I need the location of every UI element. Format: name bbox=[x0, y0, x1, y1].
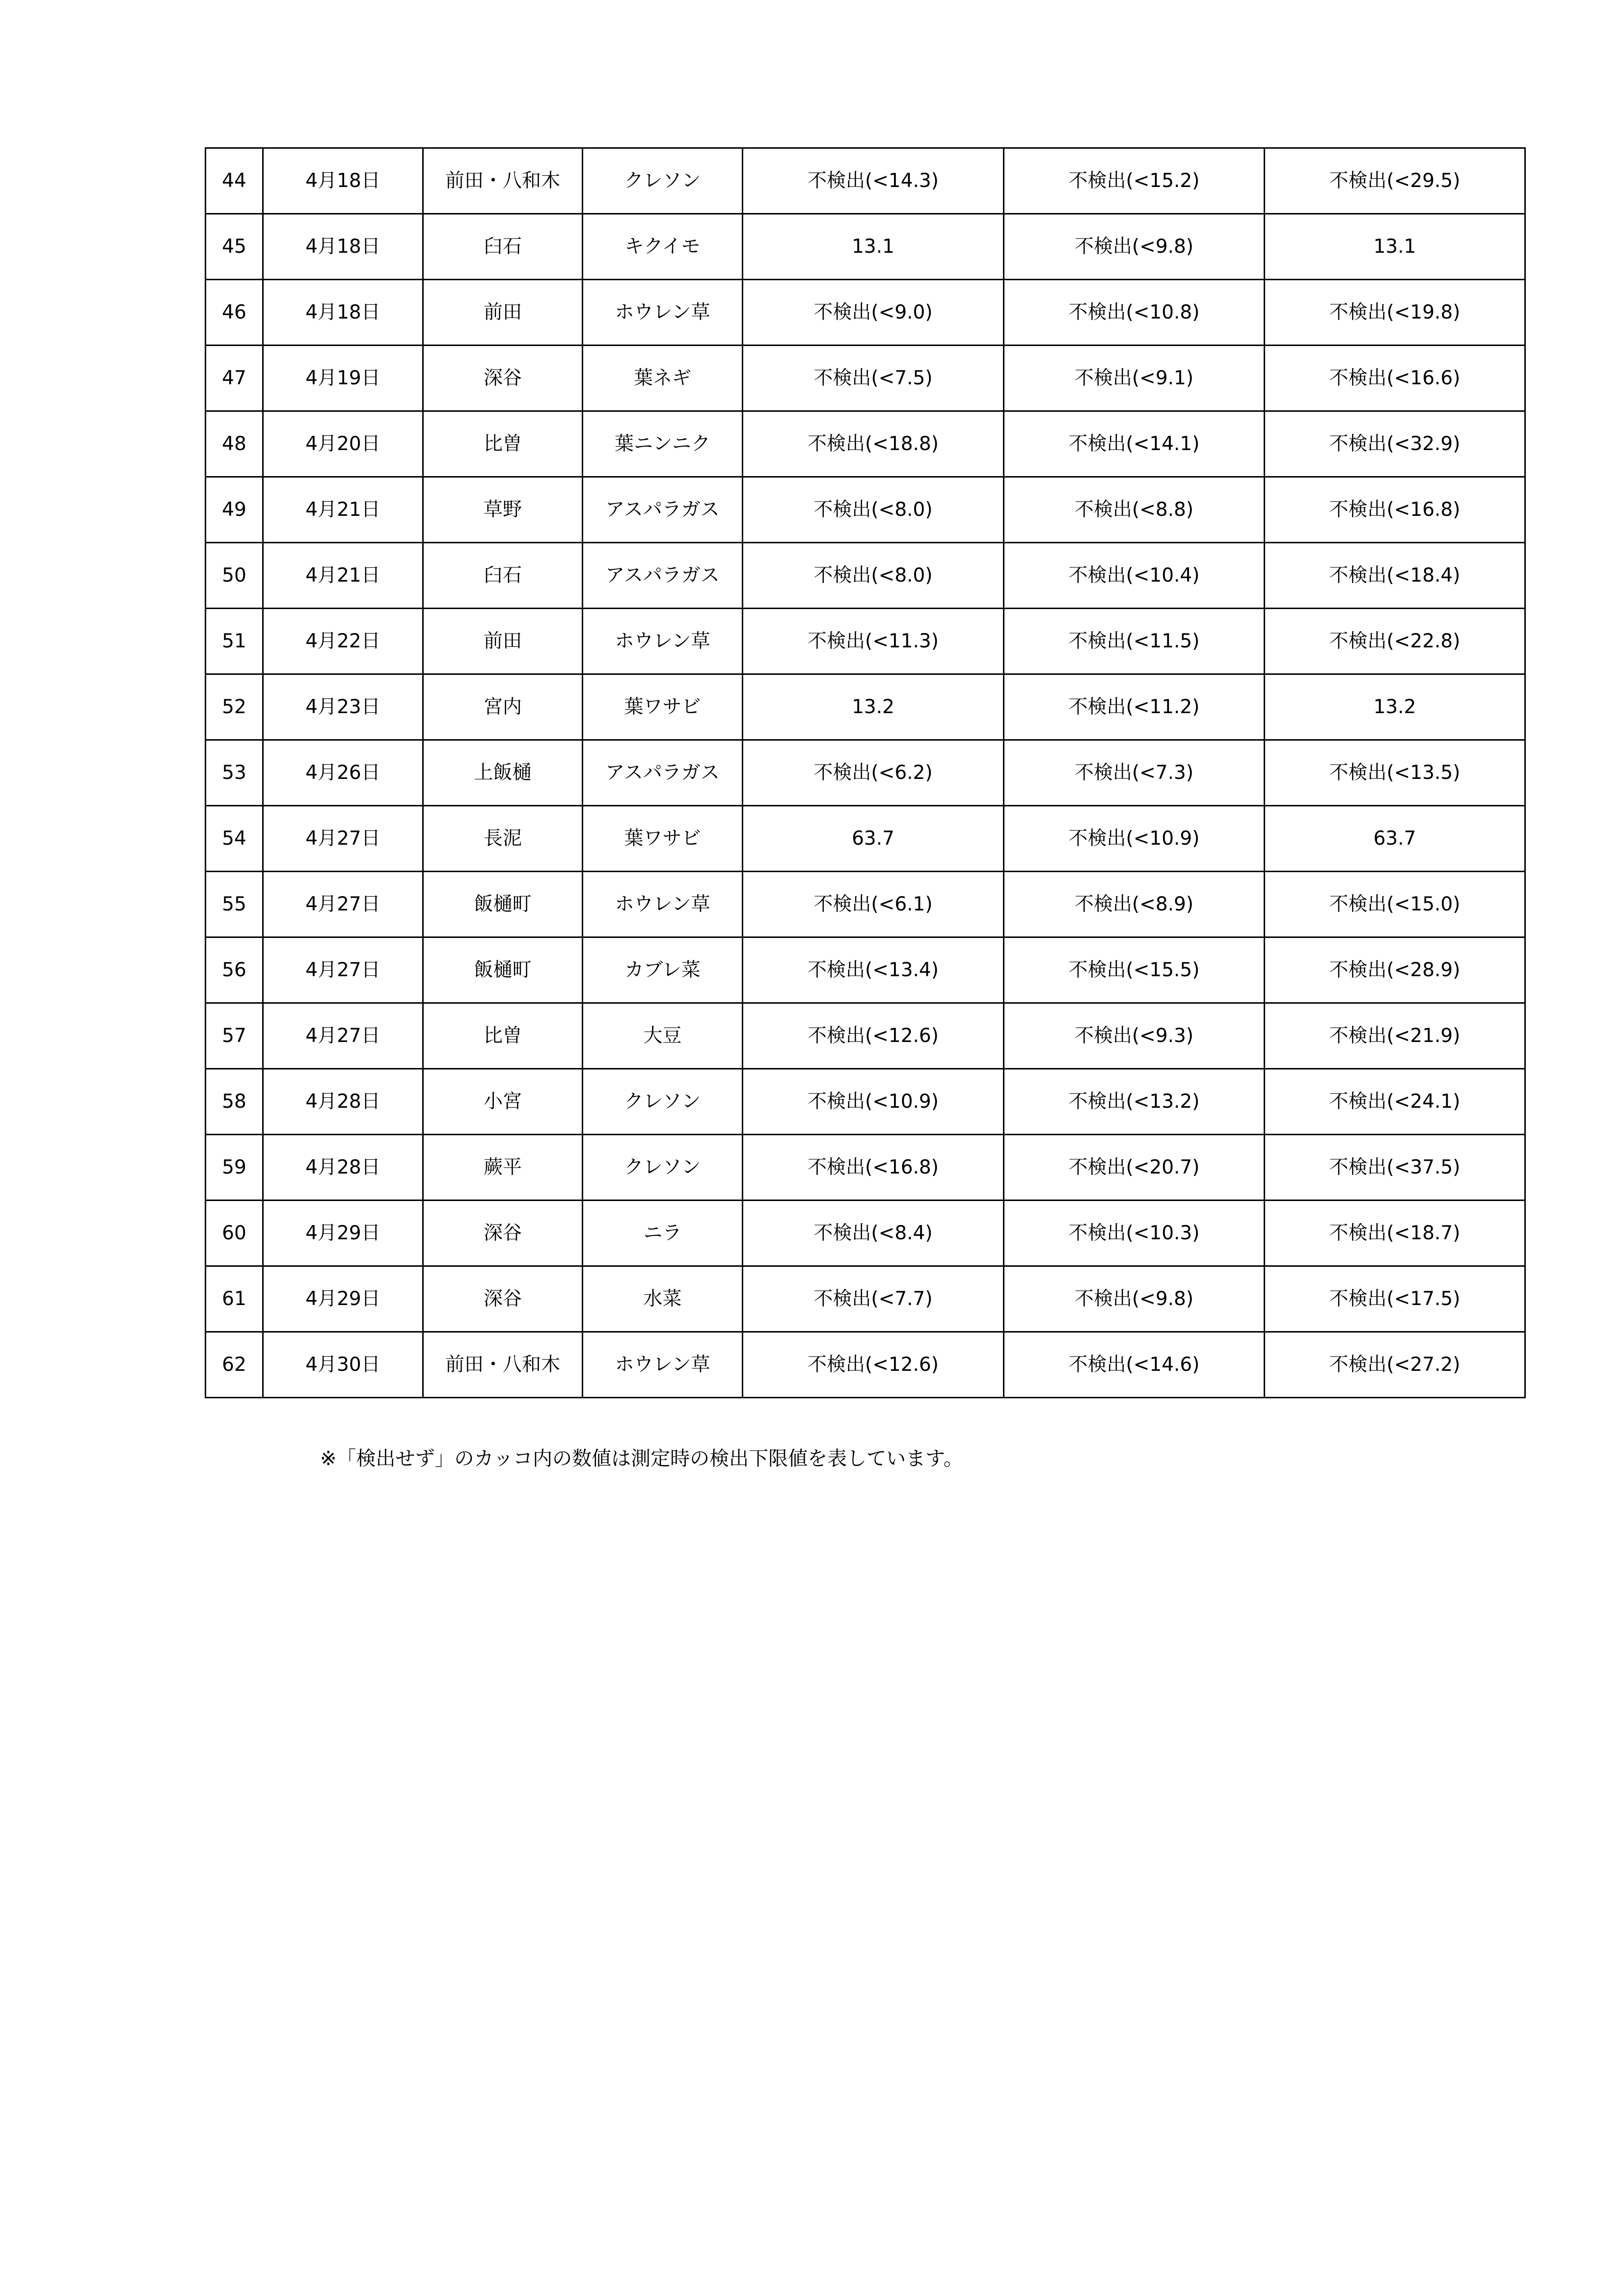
cell-number: 61 bbox=[206, 1266, 263, 1332]
cell-value-2: 不検出(<7.3) bbox=[1004, 740, 1265, 806]
cell-value-1: 不検出(<16.8) bbox=[743, 1135, 1004, 1201]
table-row bbox=[206, 346, 1525, 411]
cell-value-1: 不検出(<11.3) bbox=[743, 609, 1004, 674]
cell-value-2: 不検出(<14.6) bbox=[1004, 1332, 1265, 1398]
cell-date: 4月27日 bbox=[263, 872, 423, 937]
cell-value-1: 13.1 bbox=[743, 214, 1004, 280]
cell-area: 前田 bbox=[423, 280, 583, 346]
cell-date: 4月19日 bbox=[263, 346, 423, 411]
cell-date: 4月18日 bbox=[263, 214, 423, 280]
cell-value-3: 13.1 bbox=[1265, 214, 1525, 280]
cell-value-1: 不検出(<12.6) bbox=[743, 1003, 1004, 1069]
cell-item: アスパラガス bbox=[583, 477, 743, 543]
cell-number: 57 bbox=[206, 1003, 263, 1069]
table-row bbox=[206, 1266, 1525, 1332]
cell-value-3: 不検出(<32.9) bbox=[1265, 411, 1525, 477]
cell-item: ホウレン草 bbox=[583, 609, 743, 674]
cell-number: 51 bbox=[206, 609, 263, 674]
table-row bbox=[206, 872, 1525, 937]
cell-number: 45 bbox=[206, 214, 263, 280]
cell-item: ホウレン草 bbox=[583, 872, 743, 937]
table-row bbox=[206, 1003, 1525, 1069]
cell-value-2: 不検出(<13.2) bbox=[1004, 1069, 1265, 1135]
cell-value-1: 不検出(<8.4) bbox=[743, 1201, 1004, 1266]
cell-value-3: 不検出(<15.0) bbox=[1265, 872, 1525, 937]
cell-value-1: 不検出(<13.4) bbox=[743, 937, 1004, 1003]
cell-item: 葉ニンニク bbox=[583, 411, 743, 477]
cell-item: アスパラガス bbox=[583, 740, 743, 806]
cell-value-1: 不検出(<8.0) bbox=[743, 477, 1004, 543]
cell-date: 4月27日 bbox=[263, 1003, 423, 1069]
cell-area: 上飯樋 bbox=[423, 740, 583, 806]
cell-area: 比曽 bbox=[423, 411, 583, 477]
cell-area: 臼石 bbox=[423, 543, 583, 609]
cell-number: 58 bbox=[206, 1069, 263, 1135]
cell-date: 4月20日 bbox=[263, 411, 423, 477]
cell-value-1: 63.7 bbox=[743, 806, 1004, 872]
table-row bbox=[206, 609, 1525, 674]
cell-number: 44 bbox=[206, 148, 263, 214]
cell-item: カブレ菜 bbox=[583, 937, 743, 1003]
cell-number: 52 bbox=[206, 674, 263, 740]
cell-number: 60 bbox=[206, 1201, 263, 1266]
cell-date: 4月18日 bbox=[263, 148, 423, 214]
cell-date: 4月29日 bbox=[263, 1201, 423, 1266]
cell-area: 深谷 bbox=[423, 1201, 583, 1266]
cell-area: 飯樋町 bbox=[423, 937, 583, 1003]
cell-value-3: 不検出(<29.5) bbox=[1265, 148, 1525, 214]
cell-value-3: 不検出(<17.5) bbox=[1265, 1266, 1525, 1332]
cell-value-3: 不検出(<22.8) bbox=[1265, 609, 1525, 674]
cell-value-3: 不検出(<24.1) bbox=[1265, 1069, 1525, 1135]
cell-value-1: 不検出(<6.2) bbox=[743, 740, 1004, 806]
cell-number: 54 bbox=[206, 806, 263, 872]
cell-date: 4月21日 bbox=[263, 543, 423, 609]
table-row bbox=[206, 280, 1525, 346]
cell-item: 水菜 bbox=[583, 1266, 743, 1332]
cell-item: ホウレン草 bbox=[583, 1332, 743, 1398]
cell-value-3: 不検出(<16.8) bbox=[1265, 477, 1525, 543]
cell-value-3: 不検出(<18.4) bbox=[1265, 543, 1525, 609]
cell-number: 47 bbox=[206, 346, 263, 411]
footnote: ※「検出せず」のカッコ内の数値は測定時の検出下限値を表しています。 bbox=[320, 1447, 963, 1470]
cell-value-3: 63.7 bbox=[1265, 806, 1525, 872]
cell-item: ニラ bbox=[583, 1201, 743, 1266]
cell-number: 46 bbox=[206, 280, 263, 346]
cell-value-3: 13.2 bbox=[1265, 674, 1525, 740]
cell-value-3: 不検出(<19.8) bbox=[1265, 280, 1525, 346]
cell-value-1: 不検出(<9.0) bbox=[743, 280, 1004, 346]
cell-value-2: 不検出(<11.5) bbox=[1004, 609, 1265, 674]
cell-value-1: 不検出(<12.6) bbox=[743, 1332, 1004, 1398]
cell-value-2: 不検出(<15.2) bbox=[1004, 148, 1265, 214]
cell-date: 4月28日 bbox=[263, 1069, 423, 1135]
cell-value-1: 不検出(<7.5) bbox=[743, 346, 1004, 411]
cell-value-2: 不検出(<20.7) bbox=[1004, 1135, 1265, 1201]
cell-area: 臼石 bbox=[423, 214, 583, 280]
table-row bbox=[206, 1201, 1525, 1266]
cell-date: 4月22日 bbox=[263, 609, 423, 674]
cell-value-2: 不検出(<10.3) bbox=[1004, 1201, 1265, 1266]
table-row bbox=[206, 1135, 1525, 1201]
cell-date: 4月27日 bbox=[263, 937, 423, 1003]
table-row bbox=[206, 1332, 1525, 1398]
cell-value-2: 不検出(<8.9) bbox=[1004, 872, 1265, 937]
cell-date: 4月23日 bbox=[263, 674, 423, 740]
cell-item: 葉ネギ bbox=[583, 346, 743, 411]
cell-value-3: 不検出(<27.2) bbox=[1265, 1332, 1525, 1398]
cell-value-2: 不検出(<9.8) bbox=[1004, 214, 1265, 280]
cell-value-1: 不検出(<6.1) bbox=[743, 872, 1004, 937]
cell-value-1: 不検出(<10.9) bbox=[743, 1069, 1004, 1135]
cell-area: 深谷 bbox=[423, 1266, 583, 1332]
cell-value-2: 不検出(<11.2) bbox=[1004, 674, 1265, 740]
table-row bbox=[206, 674, 1525, 740]
cell-area: 前田・八和木 bbox=[423, 1332, 583, 1398]
results-table bbox=[205, 147, 1526, 1398]
cell-value-1: 不検出(<7.7) bbox=[743, 1266, 1004, 1332]
table-row bbox=[206, 148, 1525, 214]
cell-date: 4月21日 bbox=[263, 477, 423, 543]
cell-item: 葉ワサビ bbox=[583, 806, 743, 872]
cell-item: 大豆 bbox=[583, 1003, 743, 1069]
cell-value-2: 不検出(<8.8) bbox=[1004, 477, 1265, 543]
cell-number: 50 bbox=[206, 543, 263, 609]
cell-item: 葉ワサビ bbox=[583, 674, 743, 740]
cell-area: 蕨平 bbox=[423, 1135, 583, 1201]
cell-value-2: 不検出(<15.5) bbox=[1004, 937, 1265, 1003]
cell-value-3: 不検出(<13.5) bbox=[1265, 740, 1525, 806]
table-row bbox=[206, 937, 1525, 1003]
cell-value-3: 不検出(<28.9) bbox=[1265, 937, 1525, 1003]
table-row bbox=[206, 543, 1525, 609]
cell-value-2: 不検出(<10.9) bbox=[1004, 806, 1265, 872]
cell-date: 4月28日 bbox=[263, 1135, 423, 1201]
cell-area: 宮内 bbox=[423, 674, 583, 740]
cell-number: 48 bbox=[206, 411, 263, 477]
cell-number: 59 bbox=[206, 1135, 263, 1201]
cell-item: キクイモ bbox=[583, 214, 743, 280]
table-row bbox=[206, 1069, 1525, 1135]
cell-date: 4月27日 bbox=[263, 806, 423, 872]
table-row bbox=[206, 806, 1525, 872]
cell-value-2: 不検出(<9.8) bbox=[1004, 1266, 1265, 1332]
cell-area: 長泥 bbox=[423, 806, 583, 872]
cell-area: 小宮 bbox=[423, 1069, 583, 1135]
cell-number: 53 bbox=[206, 740, 263, 806]
cell-item: クレソン bbox=[583, 1135, 743, 1201]
cell-value-1: 不検出(<8.0) bbox=[743, 543, 1004, 609]
table-row bbox=[206, 740, 1525, 806]
cell-item: クレソン bbox=[583, 148, 743, 214]
cell-item: ホウレン草 bbox=[583, 280, 743, 346]
cell-value-2: 不検出(<10.4) bbox=[1004, 543, 1265, 609]
cell-date: 4月26日 bbox=[263, 740, 423, 806]
cell-value-1: 不検出(<18.8) bbox=[743, 411, 1004, 477]
cell-number: 55 bbox=[206, 872, 263, 937]
cell-area: 飯樋町 bbox=[423, 872, 583, 937]
cell-value-2: 不検出(<9.3) bbox=[1004, 1003, 1265, 1069]
cell-value-2: 不検出(<10.8) bbox=[1004, 280, 1265, 346]
cell-value-3: 不検出(<21.9) bbox=[1265, 1003, 1525, 1069]
cell-date: 4月18日 bbox=[263, 280, 423, 346]
cell-date: 4月30日 bbox=[263, 1332, 423, 1398]
table-row bbox=[206, 477, 1525, 543]
cell-area: 深谷 bbox=[423, 346, 583, 411]
cell-value-3: 不検出(<16.6) bbox=[1265, 346, 1525, 411]
cell-area: 前田 bbox=[423, 609, 583, 674]
table-body bbox=[206, 148, 1525, 1398]
cell-area: 前田・八和木 bbox=[423, 148, 583, 214]
cell-area: 比曽 bbox=[423, 1003, 583, 1069]
cell-value-3: 不検出(<18.7) bbox=[1265, 1201, 1525, 1266]
cell-item: アスパラガス bbox=[583, 543, 743, 609]
table-row bbox=[206, 214, 1525, 280]
cell-date: 4月29日 bbox=[263, 1266, 423, 1332]
cell-number: 49 bbox=[206, 477, 263, 543]
cell-value-1: 不検出(<14.3) bbox=[743, 148, 1004, 214]
cell-value-2: 不検出(<9.1) bbox=[1004, 346, 1265, 411]
cell-value-3: 不検出(<37.5) bbox=[1265, 1135, 1525, 1201]
cell-item: クレソン bbox=[583, 1069, 743, 1135]
table-row bbox=[206, 411, 1525, 477]
cell-value-2: 不検出(<14.1) bbox=[1004, 411, 1265, 477]
cell-area: 草野 bbox=[423, 477, 583, 543]
cell-value-1: 13.2 bbox=[743, 674, 1004, 740]
cell-number: 56 bbox=[206, 937, 263, 1003]
cell-number: 62 bbox=[206, 1332, 263, 1398]
